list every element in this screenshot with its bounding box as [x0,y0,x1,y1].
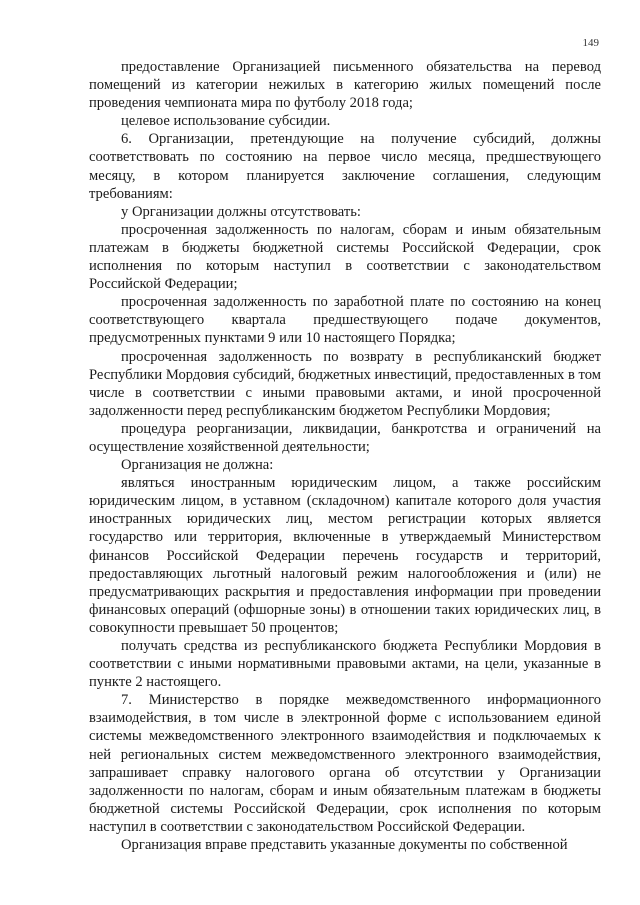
paragraph: просроченная задолженность по возврату в республиканский бюджет Республики Мордовия субсидий, бюджетных инвестиций, предоставленных в том числе в соответствии с иными правовыми актами, и иной просроченной задолженности перед республиканским бюджетом Республики Мордовия; [89,348,601,419]
body-text [89,58,601,854]
paragraph: Организация вправе представить указанные документы по собственной [121,837,568,854]
page-number: 149 [582,37,599,49]
paragraph: просроченная задолженность по налогам, сборам и иным обязательным платежам в бюджеты бюджетной системы Российской Федерации, срок исполнения по которым наступил в соответствии с законодательством Российской Федерации; [89,221,601,293]
paragraph: получать средства из республиканского бюджета Республики Мордовия в соответствии с иными нормативными правовыми актами, на цели, указанные в пункте 2 настоящего. [89,638,601,691]
paragraph: Организация не должна: [121,457,274,474]
paragraph: целевое использование субсидии. [121,113,331,130]
paragraph: предоставление Организацией письменного обязательства на перевод помещений из категории нежилых в категорию жилых помещений после проведения чемпионата мира по футболу 2018 года; [89,59,601,112]
paragraph: просроченная задолженность по заработной плате по состоянию на конец соответствующего квартала предшествующего подаче документов, предусмотренных пунктами 9 или 10 настоящего Порядка; [89,294,601,347]
paragraph: 6. Организации, претендующие на получение субсидий, должны соответствовать по состоянию на первое число месяца, предшествующего месяцу, в котором планируется заключение соглашения, следующим требованиям: [89,131,601,202]
paragraph: 7. Министерство в порядке межведомственного информационного взаимодействия, в том числе в электронной форме с использованием единой системы межведомственного электронного взаимодействия и подключаемых к ней региональных систем межведомственного электронного взаимодействия, запрашивает справку налогового органа об отсутствии у Организации задолженности по налогам, сборам и иным обязательным платежам в бюджеты бюджетной системы Российской Федерации, срок исполнения по которым наступил в соответствии с законодательством Российской Федерации. [89,692,601,835]
paragraph: процедура реорганизации, ликвидации, банкротства и ограничений на осуществление хозяйственной деятельности; [89,420,601,455]
paragraph: являться иностранным юридическим лицом, а также российским юридическим лицом, в уставном (складочном) капитале которого доля участия иностранных юридических лиц, местом регистрации которых является государство или территория, включенные в утверждаемый Министерством финансов Российской Федерации перечень государств и территорий, предоставляющих льготный налоговый режим налогообложения и (или) не предусматривающих раскрытия и предоставления информации при проведении финансовых операций (офшорные зоны) в отношении таких юридических лиц, в совокупности превышает 50 процентов; [89,475,601,636]
paragraph: у Организации должны отсутствовать: [121,203,361,220]
